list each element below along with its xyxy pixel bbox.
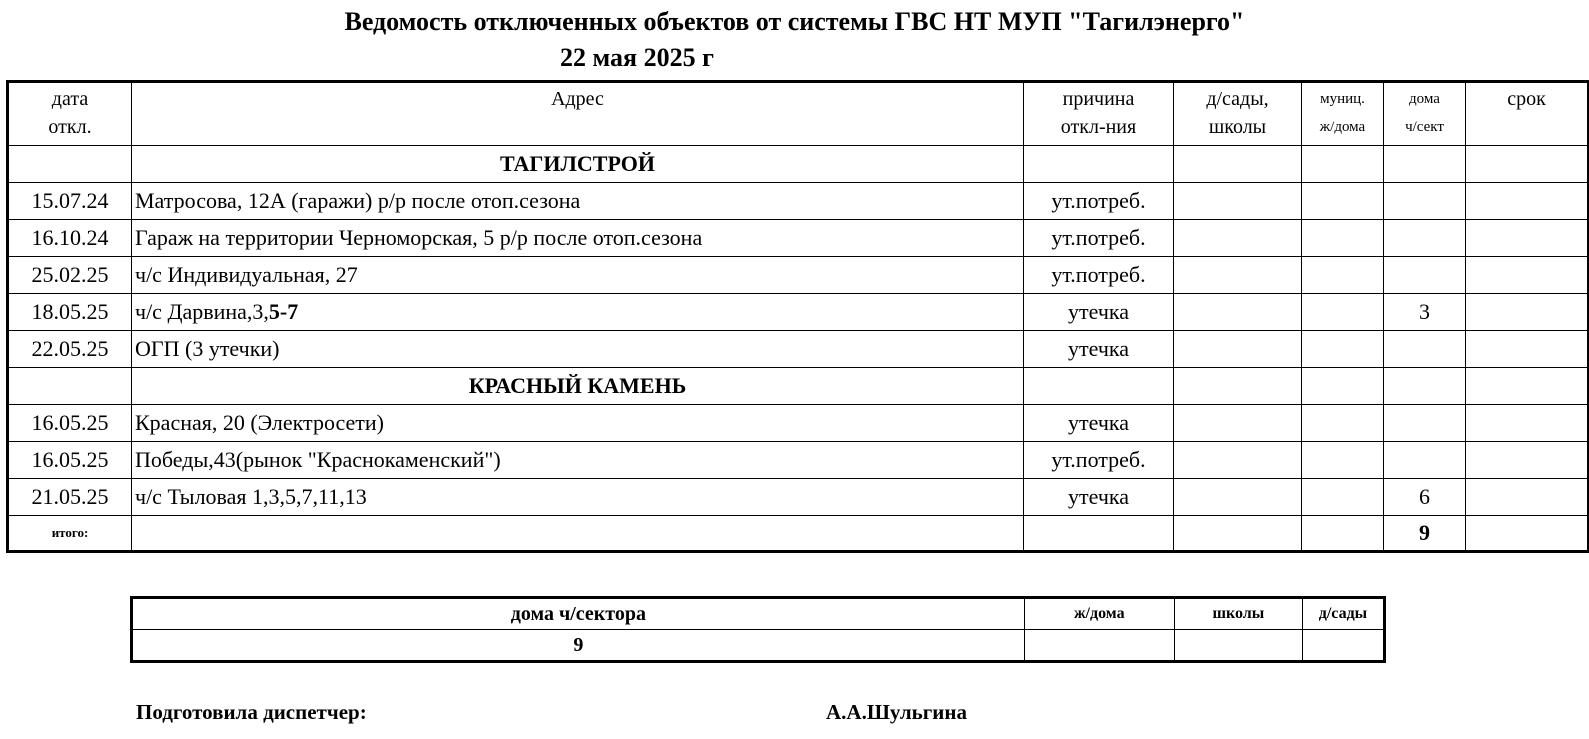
summary-table [130, 596, 1386, 663]
row-date: 16.05.25 [8, 405, 132, 442]
row-houses [1384, 405, 1466, 442]
row-reason: утечка [1024, 331, 1174, 368]
summary-value-houses: 9 [132, 630, 1025, 662]
summary-header-schools: школы [1174, 598, 1302, 630]
row-houses [1384, 331, 1466, 368]
total-label: итого: [8, 516, 132, 552]
header-kindergartens: д/сады, школы [1174, 82, 1302, 146]
header-reason: причина откл-ния [1024, 82, 1174, 146]
row-address: ч/с Тыловая 1,3,5,7,11,13 [132, 479, 1024, 516]
section-row [8, 146, 1589, 183]
table-row [8, 220, 1589, 257]
row-houses: 6 [1384, 479, 1466, 516]
header-municipal: муниц. ж/дома [1302, 82, 1384, 146]
total-houses: 9 [1384, 516, 1466, 552]
summary-header-apartments: ж/дома [1024, 598, 1174, 630]
row-date: 18.05.25 [8, 294, 132, 331]
row-address: Гараж на территории Черноморская, 5 р/р после отоп.сезона [132, 220, 1024, 257]
header-term: срок [1466, 82, 1589, 146]
row-houses [1384, 183, 1466, 220]
row-houses: 3 [1384, 294, 1466, 331]
dispatcher-name: А.А.Шульгина [826, 700, 967, 724]
report-date: 22 мая 2025 г [560, 43, 714, 72]
row-address: Матросова, 12А (гаражи) р/р после отоп.сезона [132, 183, 1024, 220]
summary-value-schools [1174, 630, 1302, 662]
row-date: 22.05.25 [8, 331, 132, 368]
row-address: ч/с Индивидуальная, 27 [132, 257, 1024, 294]
row-date: 21.05.25 [8, 479, 132, 516]
section-title: КРАСНЫЙ КАМЕНЬ [132, 368, 1024, 405]
row-date: 16.05.25 [8, 442, 132, 479]
summary-header-houses: дома ч/сектора [132, 598, 1025, 630]
row-address: Красная, 20 (Электросети) [132, 405, 1024, 442]
header-date: дата откл. [8, 82, 132, 146]
table-row [8, 183, 1589, 220]
section-title: ТАГИЛСТРОЙ [132, 146, 1024, 183]
row-reason: ут.потреб. [1024, 220, 1174, 257]
row-date: 25.02.25 [8, 257, 132, 294]
summary-header-kindergartens: д/сады [1302, 598, 1384, 630]
row-reason: ут.потреб. [1024, 183, 1174, 220]
summary-value-kindergartens [1302, 630, 1384, 662]
header-address: Адрес [132, 82, 1024, 146]
row-address: ч/с Дарвина,3,5-7 [132, 294, 1024, 331]
row-reason: утечка [1024, 405, 1174, 442]
prepared-by-label: Подготовила диспетчер: [136, 700, 367, 724]
table-row [8, 294, 1589, 331]
row-reason: ут.потреб. [1024, 442, 1174, 479]
row-reason: утечка [1024, 479, 1174, 516]
table-row [8, 257, 1589, 294]
row-date: 16.10.24 [8, 220, 132, 257]
row-address: Победы,43(рынок "Краснокаменский") [132, 442, 1024, 479]
total-row [8, 516, 1589, 552]
summary-value-row [132, 630, 1385, 662]
table-row [8, 479, 1589, 516]
row-address: ОГП (3 утечки) [132, 331, 1024, 368]
row-houses [1384, 442, 1466, 479]
row-reason: утечка [1024, 294, 1174, 331]
report-title: Ведомость отключенных объектов от системы ГВС НТ МУП "Тагилэнерго" [344, 7, 1245, 36]
summary-header-row [132, 598, 1385, 630]
section-row [8, 368, 1589, 405]
summary-value-apartments [1024, 630, 1174, 662]
header-houses: дома ч/сект [1384, 82, 1466, 146]
disconnections-table [6, 80, 1589, 553]
row-houses [1384, 220, 1466, 257]
table-row [8, 405, 1589, 442]
row-date: 15.07.24 [8, 183, 132, 220]
table-row [8, 331, 1589, 368]
row-address-bold: 5-7 [268, 299, 299, 324]
table-row [8, 442, 1589, 479]
row-reason: ут.потреб. [1024, 257, 1174, 294]
table-header-row [8, 82, 1589, 146]
row-houses [1384, 257, 1466, 294]
